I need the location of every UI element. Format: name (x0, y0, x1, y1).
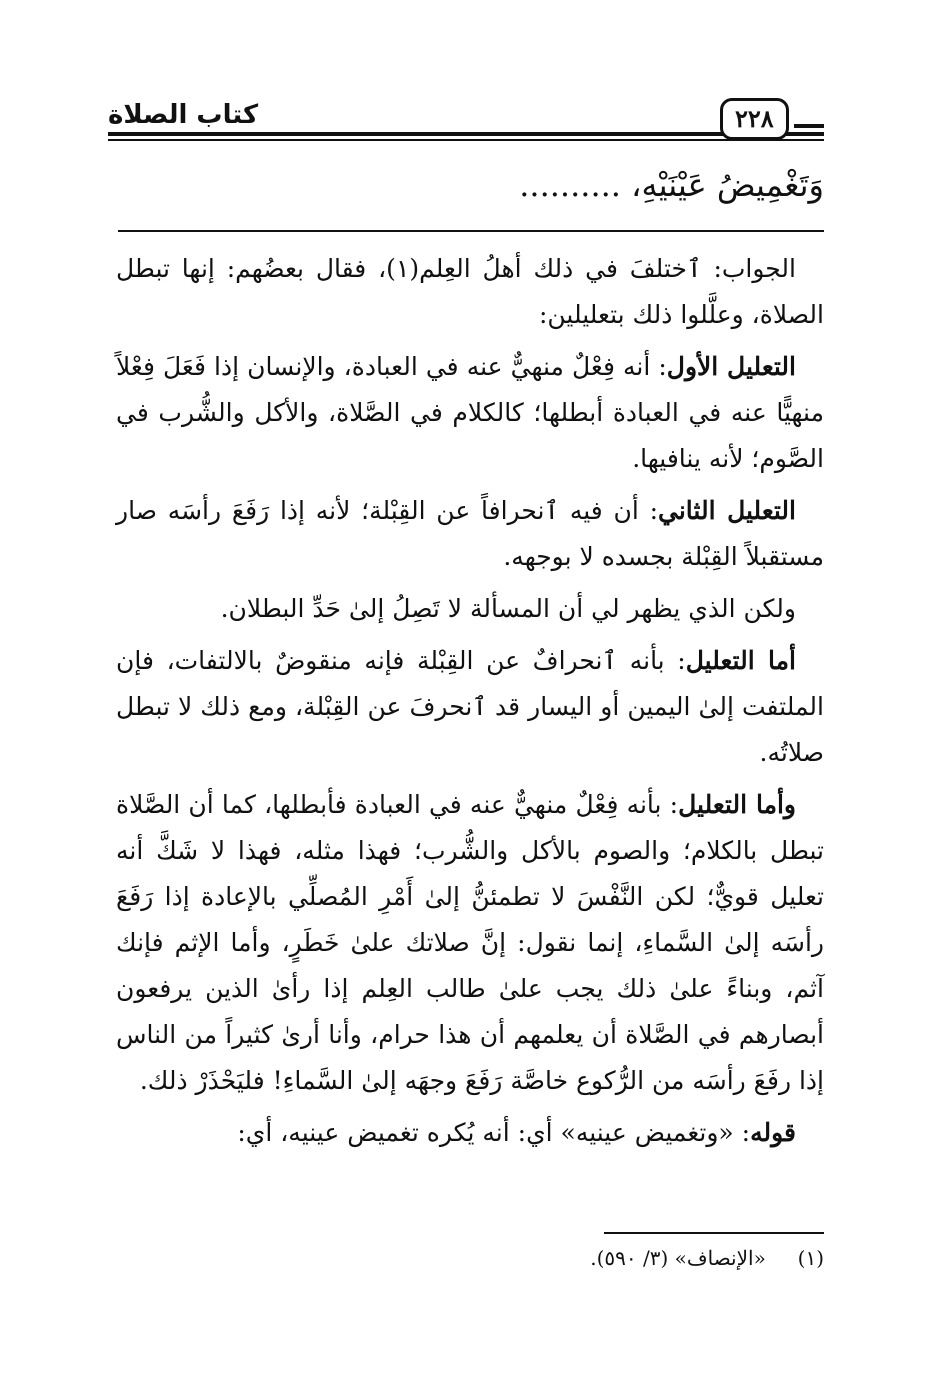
paragraph: أما التعليل: بأنه ٱنحرافٌ عن القِبْلة فإنه منقوضٌ بالالتفات، فإن الملتفت إلىٰ اليمين أو اليسار قد ٱنحرفَ عن القِبْلة، ومع ذلك لا تبطل صلاتُه. (116, 646, 824, 767)
footnote-marker: (١) (797, 1246, 824, 1270)
paragraph: التعليل الأول: أنه فِعْلٌ منهيٌّ عنه في العبادة، والإنسان إذا فَعَلَ فِعْلاً منهيًّا عنه في العبادة أبطلها؛ كالكلام في الصَّلاة، والأكل والشُّرب في الصَّوم؛ لأنه ينافيها. (116, 352, 824, 473)
page-number: ٢٢٨ (720, 98, 789, 140)
paragraph-lead: قوله (750, 1118, 796, 1147)
paragraph: التعليل الثاني: أن فيه ٱنحرافاً عن القِبْلة؛ لأنه إذا رَفَعَ رأسَه صار مستقبلاً القِبْلة بجسده لا بوجهه. (116, 496, 824, 571)
header-rule-thin (108, 139, 824, 141)
matn-line: وَتَغْمِيضُ عَيْنَيْهِ، .......... (519, 166, 824, 204)
header-ornament (794, 124, 824, 128)
paragraph-lead: وأما التعليل (678, 790, 796, 819)
commentary-body (116, 246, 824, 1162)
running-title: كتاب الصلاة (108, 100, 259, 130)
footnote-text: «الإنصاف» (٣/ ٥٩٠). (590, 1246, 766, 1270)
paragraph: ولكن الذي يظهر لي أن المسألة لا تَصِلُ إلىٰ حَدِّ البطلان. (220, 594, 796, 623)
paragraph: وأما التعليل: بأنه فِعْلٌ منهيٌّ عنه في العبادة فأبطلها، كما أن الصَّلاة تبطل بالكلام؛ والصوم بالأكل والشُّرب؛ فهذا مثله، فهذا لا شَكَّ أنه تعليل قويٌّ؛ لكن النَّفْسَ لا تطمئنُّ إلىٰ أَمْرِ المُصلِّي بالإعادة إذا رَفَعَ رأسَه إلىٰ السَّماءِ، إنما نقول: إنَّ صلاتك علىٰ خَطَرٍ، وأما الإثم فإنك آثم، وبناءً علىٰ ذلك يجب علىٰ طالب العِلم إذا رأىٰ الذين يرفعون أبصارهم في الصَّلاة أن يعلمهم أن هذا حرام، وأنا أرىٰ كثيراً من الناس إذا رفَعَ رأسَه من الرُّكوع خاصَّة رَفَعَ وجهَه إلىٰ السَّماءِ! فليَحْذَرْ ذلك. (116, 790, 824, 1095)
paragraph-lead: أما التعليل (685, 646, 796, 675)
paragraph: الجواب: ٱختلفَ في ذلك أهلُ العِلم(١)، فقال بعضُهم: إنها تبطل الصلاة، وعلَّلوا ذلك بتعليلين: (116, 254, 824, 329)
footnote (124, 1242, 824, 1274)
footnote-divider (604, 1232, 824, 1234)
matn-divider (118, 230, 824, 232)
paragraph: قوله: «وتغميض عينيه» أي: أنه يُكره تغميض عينيه، أي: (237, 1118, 796, 1147)
paragraph-lead: التعليل الثاني (658, 496, 796, 525)
page-header (108, 88, 824, 148)
paragraph-lead: التعليل الأول (666, 352, 796, 381)
header-rule-thick (108, 132, 824, 136)
